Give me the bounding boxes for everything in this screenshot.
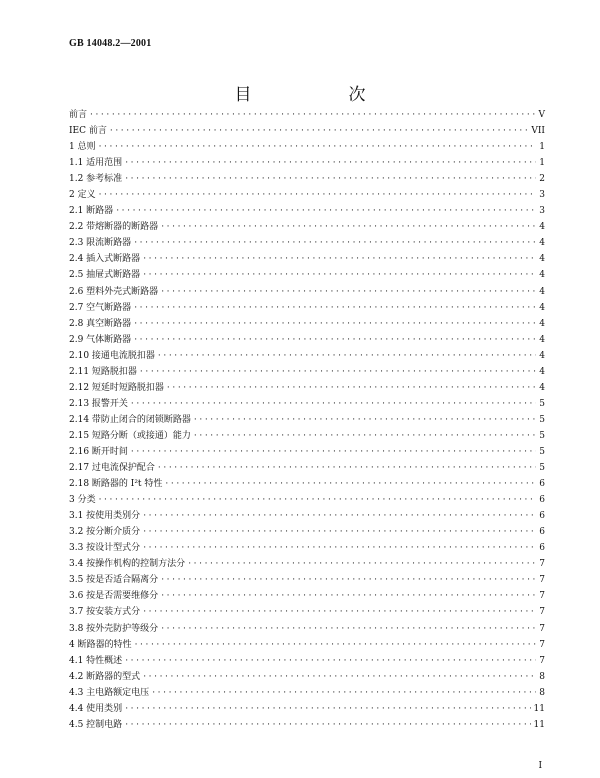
toc-entry[interactable] (69, 717, 545, 733)
toc-leader-dots (134, 319, 536, 329)
toc-leader-dots (143, 511, 536, 521)
toc-entry-label: 3.2 按分断介质分 (69, 527, 141, 538)
toc-leader-dots (188, 559, 536, 569)
toc-entry[interactable] (69, 219, 545, 235)
toc-leader-dots (125, 158, 536, 168)
toc-entry-label: 2 定义 (69, 190, 96, 201)
toc-entry[interactable] (69, 637, 545, 653)
toc-entry[interactable] (69, 540, 545, 556)
toc-leader-dots (99, 190, 537, 200)
toc-entry-page: 7 (539, 655, 545, 666)
toc-entry[interactable] (69, 508, 545, 524)
toc-entry[interactable] (69, 476, 545, 492)
toc-leader-dots (99, 495, 537, 505)
toc-entry-label: 2.5 抽屉式断路器 (69, 270, 141, 281)
toc-entry-page: 5 (539, 430, 545, 441)
toc-entry-page: 4 (539, 254, 545, 265)
toc-leader-dots (131, 399, 536, 409)
toc-entry[interactable] (69, 412, 545, 428)
toc-leader-dots (135, 640, 537, 650)
toc-entry-label: 2.3 限流断路器 (69, 238, 132, 249)
toc-leader-dots (134, 303, 536, 313)
toc-leader-dots (134, 238, 536, 248)
toc-entry-page: 4 (539, 318, 545, 329)
toc-entry-label: 2.8 真空断路器 (69, 318, 132, 329)
toc-leader-dots (161, 575, 536, 585)
toc-entry[interactable] (69, 332, 545, 348)
toc-leader-dots (110, 126, 529, 136)
toc-leader-dots (158, 463, 536, 473)
toc-leader-dots (90, 110, 535, 120)
toc-entry-label: IEC 前言 (69, 126, 107, 137)
toc-entry-label: 2.13 报警开关 (69, 398, 128, 409)
toc-entry[interactable] (69, 171, 545, 187)
toc-entry-page: 4 (539, 286, 545, 297)
toc-entry-page: 6 (539, 543, 545, 554)
toc-leader-dots (194, 415, 536, 425)
toc-entry-page: 11 (533, 703, 545, 714)
toc-entry-page: 7 (539, 575, 545, 586)
toc-entry-label: 2.15 短路分断（或接通）能力 (69, 430, 191, 441)
toc-entry-page: 6 (539, 511, 545, 522)
toc-entry[interactable] (69, 701, 545, 717)
toc-entry[interactable] (69, 492, 545, 508)
toc-entry-label: 2.18 断路器的 I²t 特性 (69, 479, 163, 490)
toc-entry[interactable] (69, 316, 545, 332)
toc-leader-dots (161, 222, 536, 232)
toc-entry[interactable] (69, 123, 545, 139)
toc-entry[interactable] (69, 396, 545, 412)
toc-entry-label: 2.9 气体断路器 (69, 334, 132, 345)
toc-entry-page: 7 (539, 623, 545, 634)
toc-entry[interactable] (69, 428, 545, 444)
toc-entry[interactable] (69, 203, 545, 219)
toc-entry[interactable] (69, 588, 545, 604)
toc-entry-page: 7 (539, 607, 545, 618)
toc-entry-label: 前言 (69, 110, 88, 120)
toc-entry-page: 4 (539, 334, 545, 345)
toc-entry[interactable] (69, 364, 545, 380)
toc-leader-dots (143, 254, 536, 264)
toc-entry-label: 4.4 使用类别 (69, 703, 123, 714)
toc-entry-label: 2.10 接通电流脱扣器 (69, 350, 155, 361)
toc-entry[interactable] (69, 556, 545, 572)
toc-leader-dots (194, 431, 536, 441)
toc-entry-label: 2.12 短延时短路脱扣器 (69, 382, 164, 393)
toc-entry-page: 5 (539, 414, 545, 425)
toc-entry[interactable] (69, 669, 545, 685)
toc-entry-page: 4 (539, 382, 545, 393)
toc-entry[interactable] (69, 380, 545, 396)
toc-leader-dots (143, 607, 536, 617)
toc-entry[interactable] (69, 155, 545, 171)
toc-leader-dots (143, 672, 536, 682)
standard-code: GB 14048.2—2001 (69, 38, 152, 49)
toc-entry-page: 6 (539, 495, 545, 506)
toc-entry[interactable] (69, 348, 545, 364)
toc-entry-page: VII (531, 126, 545, 137)
toc-entry-label: 2.16 断开时间 (69, 446, 128, 457)
toc-entry-label: 4.2 断路器的型式 (69, 671, 141, 682)
toc-entry[interactable] (69, 187, 545, 203)
toc-entry[interactable] (69, 251, 545, 267)
toc-leader-dots (125, 720, 530, 730)
toc-entry[interactable] (69, 284, 545, 300)
toc-entry-page: 8 (539, 687, 545, 698)
toc-entry-page: 6 (539, 479, 545, 490)
toc-entry-page: 4 (539, 270, 545, 281)
toc-entry-page: 5 (539, 398, 545, 409)
toc-entry[interactable] (69, 460, 545, 476)
toc-entry[interactable] (69, 653, 545, 669)
toc-entry-page: 7 (539, 559, 545, 570)
toc-leader-dots (140, 367, 536, 377)
toc-entry-label: 3.5 按是否适合隔离分 (69, 575, 159, 586)
toc-leader-dots (143, 270, 536, 280)
toc-entry-label: 2.1 断路器 (69, 206, 114, 217)
toc-entry-label: 3.7 按安装方式分 (69, 607, 141, 618)
toc-entry-label: 2.4 插入式断路器 (69, 254, 141, 265)
toc-leader-dots (158, 351, 536, 361)
toc-entry-label: 4 断路器的特性 (69, 639, 132, 650)
toc-entry-page: 7 (539, 639, 545, 650)
toc-entry-page: 1 (539, 142, 545, 153)
toc-entry[interactable] (69, 524, 545, 540)
toc-entry-page: 8 (539, 671, 545, 682)
page-title: 目 次 (234, 85, 406, 105)
toc-entry-label: 2.7 空气断路器 (69, 302, 132, 313)
toc-entry-page: V (538, 110, 545, 120)
toc-entry-label: 2.14 带防止闭合的闭锁断路器 (69, 414, 191, 425)
toc-leader-dots (152, 688, 536, 698)
toc-entry-label: 2.2 带熔断器的断路器 (69, 222, 159, 233)
toc-entry-label: 2.11 短路脱扣器 (69, 366, 137, 377)
toc-entry[interactable] (69, 139, 545, 155)
toc-entry-label: 3.8 按外壳防护等级分 (69, 623, 159, 634)
toc-entry-label: 4.1 特性概述 (69, 655, 123, 666)
toc-entry-page: 2 (539, 174, 545, 185)
toc-entry-label: 4.3 主电路额定电压 (69, 687, 150, 698)
toc-leader-dots (161, 624, 536, 634)
toc-entry-page: 4 (539, 302, 545, 313)
toc-entry[interactable] (69, 267, 545, 283)
toc-leader-dots (161, 591, 536, 601)
toc-entry-page: 4 (539, 238, 545, 249)
toc-entry-page: 3 (539, 206, 545, 217)
toc-leader-dots (143, 527, 536, 537)
toc-entry-page: 7 (539, 591, 545, 602)
toc-entry[interactable] (69, 107, 545, 123)
toc-leader-dots (134, 335, 536, 345)
toc-entry-label: 1.1 适用范围 (69, 158, 123, 169)
toc-leader-dots (125, 656, 536, 666)
toc-entry-page: 4 (539, 222, 545, 233)
toc-entry-page: 5 (539, 446, 545, 457)
toc-entry[interactable] (69, 444, 545, 460)
toc-entry-page: 4 (539, 366, 545, 377)
toc-entry-label: 4.5 控制电路 (69, 719, 123, 730)
toc-entry-label: 2.6 塑料外壳式断路器 (69, 286, 159, 297)
toc-entry-label: 3 分类 (69, 495, 96, 506)
toc-leader-dots (125, 174, 536, 184)
toc-entry[interactable] (69, 572, 545, 588)
toc-entry-label: 3.4 按操作机构的控制方法分 (69, 559, 186, 570)
toc-leader-dots (161, 287, 536, 297)
toc-leader-dots (125, 704, 530, 714)
toc-entry-label: 3.3 按设计型式分 (69, 543, 141, 554)
toc-leader-dots (99, 142, 537, 152)
toc-entry[interactable] (69, 235, 545, 251)
page-folio: I (538, 761, 542, 771)
toc-leader-dots (131, 447, 536, 457)
toc-entry-label: 1.2 参考标准 (69, 174, 123, 185)
toc-leader-dots (116, 206, 536, 216)
toc-entry-page: 3 (539, 190, 545, 201)
toc-leader-dots (165, 479, 536, 489)
toc-entry-label: 3.6 按是否需要维修分 (69, 591, 159, 602)
toc-entry-page: 1 (539, 158, 545, 169)
toc-entry[interactable] (69, 300, 545, 316)
toc-entry[interactable] (69, 621, 545, 637)
toc-entry-page: 4 (539, 350, 545, 361)
toc-leader-dots (143, 543, 536, 553)
toc-entry-label: 2.17 过电流保护配合 (69, 463, 155, 474)
toc-entry[interactable] (69, 604, 545, 620)
toc-entry-label: 3.1 按使用类别分 (69, 511, 141, 522)
toc-entry-page: 6 (539, 527, 545, 538)
toc-entry-page: 5 (539, 463, 545, 474)
table-of-contents (69, 107, 545, 733)
toc-entry-label: 1 总则 (69, 142, 96, 153)
toc-entry-page: 11 (533, 719, 545, 730)
toc-entry[interactable] (69, 685, 545, 701)
toc-leader-dots (167, 383, 536, 393)
